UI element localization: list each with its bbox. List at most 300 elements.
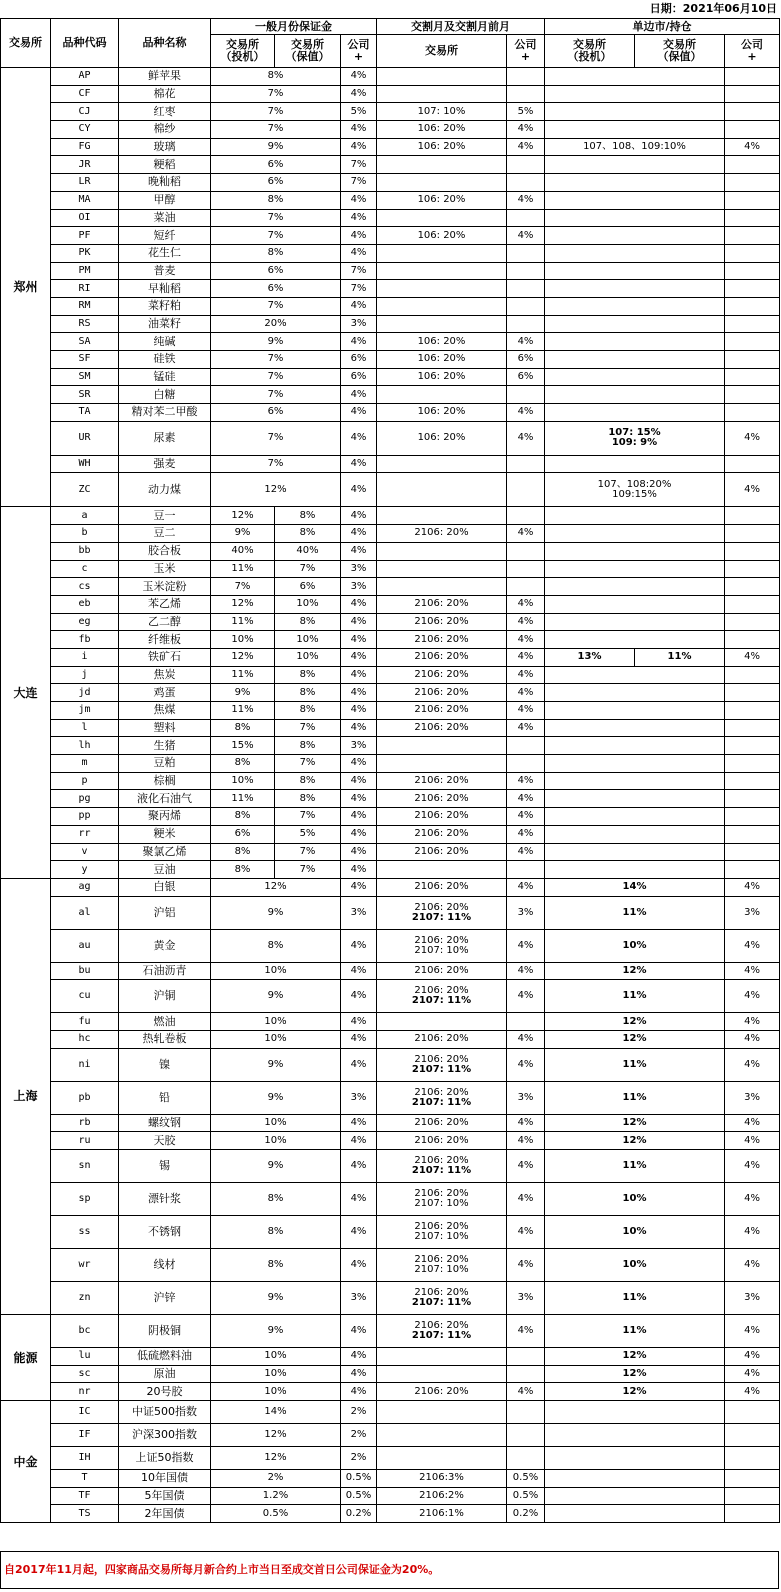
single-company-cell: 4% [725,1114,780,1132]
general-hedge-cell: 6% [275,578,341,596]
single-side-cell [545,156,725,174]
code-cell: FG [51,138,119,156]
table-row [1,351,780,369]
table-row [1,962,780,980]
name-cell: 聚氯乙烯 [119,843,211,861]
general-margin-cell: 12% [211,473,341,507]
single-side-cell: 11% [545,1048,725,1081]
delivery-company-cell: 4% [507,138,545,156]
general-margin-cell: 6% [211,262,341,280]
name-cell: 粳米 [119,825,211,843]
name-cell: 2年国债 [119,1505,211,1523]
delivery-company-cell: 6% [507,351,545,369]
table-row [1,843,780,861]
name-cell: 天胶 [119,1132,211,1150]
delivery-exchange-cell [377,68,507,86]
name-cell: 沪铜 [119,980,211,1013]
general-margin-cell: 9% [211,1282,341,1315]
delivery-exchange-cell: 2106: 20% [377,684,507,702]
general-company-cell: 3% [341,737,377,755]
general-company-cell: 5% [341,103,377,121]
general-speculation-cell: 8% [211,861,275,879]
general-speculation-cell: 6% [211,825,275,843]
table-row [1,1132,780,1150]
delivery-company-cell [507,85,545,103]
delivery-company-cell [507,455,545,473]
code-cell: fb [51,631,119,649]
delivery-company-cell [507,1447,545,1470]
general-company-cell: 4% [341,790,377,808]
single-company-cell [725,578,780,596]
delivery-exchange-cell: 2106: 20% [377,702,507,720]
cell-line: 107、108:20% [597,478,672,490]
code-cell: T [51,1470,119,1488]
code-cell: rr [51,825,119,843]
delivery-company-cell [507,1365,545,1383]
delivery-exchange-cell [377,244,507,262]
single-side-cell [545,262,725,280]
table-row [1,507,780,525]
general-company-cell: 4% [341,719,377,737]
single-company-cell [725,156,780,174]
general-speculation-cell: 11% [211,560,275,578]
single-company-cell [725,297,780,315]
general-company-cell: 2% [341,1424,377,1447]
name-cell: 棕榈 [119,772,211,790]
general-company-cell: 4% [341,962,377,980]
single-side-cell [545,1401,725,1424]
general-hedge-cell: 10% [275,631,341,649]
table-row [1,929,780,962]
code-cell: nr [51,1383,119,1401]
single-side-cell: 11% [545,1150,725,1183]
general-margin-cell: 10% [211,1132,341,1150]
general-margin-cell: 10% [211,1383,341,1401]
general-company-cell: 7% [341,156,377,174]
delivery-exchange-cell: 2106: 20% [377,808,507,826]
general-company-cell: 4% [341,68,377,86]
single-side-cell: 12% [545,1132,725,1150]
exchange-cell: 大连 [1,507,51,878]
code-cell: ni [51,1048,119,1081]
delivery-company-cell [507,1401,545,1424]
name-cell: 豆粕 [119,755,211,773]
general-hedge-cell: 8% [275,684,341,702]
table-row [1,1383,780,1401]
general-margin-cell: 14% [211,1401,341,1424]
header-general-margin: 一般月份保证金 [211,19,377,35]
table-row [1,244,780,262]
single-company-cell [725,507,780,525]
single-company-cell [725,560,780,578]
single-company-cell: 4% [725,421,780,455]
delivery-company-cell [507,473,545,507]
delivery-company-cell [507,280,545,298]
general-margin-cell: 9% [211,1048,341,1081]
general-margin-cell: 10% [211,1365,341,1383]
code-cell: eg [51,613,119,631]
single-company-cell: 3% [725,1282,780,1315]
general-company-cell: 2% [341,1447,377,1470]
exchange-cell: 郑州 [1,68,51,507]
delivery-exchange-cell: 106: 20% [377,191,507,209]
name-cell: 动力煤 [119,473,211,507]
table-row [1,280,780,298]
general-company-cell: 7% [341,280,377,298]
name-cell: 锡 [119,1150,211,1183]
delivery-exchange-cell [377,315,507,333]
general-speculation-cell: 11% [211,702,275,720]
general-company-cell: 4% [341,297,377,315]
single-side-cell [545,790,725,808]
table-row [1,1013,780,1031]
name-cell: 豆二 [119,525,211,543]
delivery-company-cell: 3% [507,1081,545,1114]
single-company-cell [725,861,780,879]
general-company-cell: 0.2% [341,1505,377,1523]
delivery-company-cell: 4% [507,962,545,980]
single-company-cell [725,209,780,227]
single-side-cell: 11% [545,1282,725,1315]
general-company-cell: 4% [341,684,377,702]
delivery-exchange-cell: 2106: 20% [377,843,507,861]
delivery-exchange-cell: 106: 20% [377,404,507,422]
single-company-cell: 4% [725,962,780,980]
general-speculation-cell: 12% [211,595,275,613]
delivery-company-cell: 4% [507,1048,545,1081]
name-cell: 精对苯二甲酸 [119,404,211,422]
delivery-exchange-cell [377,473,507,507]
delivery-exchange-cell [377,1447,507,1470]
code-cell: SR [51,386,119,404]
name-cell: 晚籼稻 [119,174,211,192]
delivery-exchange-cell [377,755,507,773]
general-hedge-cell: 8% [275,666,341,684]
code-cell: RS [51,315,119,333]
delivery-exchange-cell [377,156,507,174]
general-margin-cell: 8% [211,1249,341,1282]
delivery-exchange-cell: 2106: 20% [377,1030,507,1048]
general-hedge-cell: 40% [275,542,341,560]
delivery-exchange-cell: 2106: 20% [377,1132,507,1150]
general-company-cell: 4% [341,1383,377,1401]
table-row [1,1150,780,1183]
delivery-company-cell: 4% [507,191,545,209]
general-company-cell: 4% [341,980,377,1013]
delivery-company-cell: 4% [507,772,545,790]
general-company-cell: 7% [341,174,377,192]
single-company-cell [725,825,780,843]
delivery-exchange-cell: 2106:1% [377,1505,507,1523]
table-row [1,666,780,684]
delivery-company-cell: 4% [507,1249,545,1282]
single-side-cell: 12% [545,1383,725,1401]
single-side-cell [545,297,725,315]
table-row [1,702,780,720]
name-cell: 纤维板 [119,631,211,649]
general-company-cell: 0.5% [341,1487,377,1505]
code-cell: i [51,648,119,666]
general-margin-cell: 2% [211,1470,341,1488]
general-speculation-cell: 8% [211,755,275,773]
single-side-cell [545,68,725,86]
table-row [1,1114,780,1132]
cell-line: 2107: 11% [411,995,472,1007]
general-speculation-cell: 15% [211,737,275,755]
cell-line: 2107: 10% [414,944,469,956]
code-cell: zn [51,1282,119,1315]
delivery-exchange-cell: 106: 20% [377,333,507,351]
single-side-cell [545,209,725,227]
code-cell: wr [51,1249,119,1282]
single-side-cell: 14% [545,878,725,896]
name-cell: 玉米 [119,560,211,578]
code-cell: SM [51,368,119,386]
single-company-cell [725,1470,780,1488]
single-side-cell [545,525,725,543]
delivery-exchange-cell: 2106: 20% [377,772,507,790]
general-company-cell: 4% [341,227,377,245]
single-side-cell: 11% [545,896,725,929]
table-row [1,1505,780,1523]
general-speculation-cell: 7% [211,578,275,596]
cell-line: 2106: 20% [414,934,469,946]
delivery-company-cell: 4% [507,878,545,896]
single-side-cell [545,191,725,209]
general-margin-cell: 10% [211,962,341,980]
name-cell: 热轧卷板 [119,1030,211,1048]
code-cell: TF [51,1487,119,1505]
single-company-cell: 4% [725,1048,780,1081]
general-margin-cell: 7% [211,455,341,473]
single-side-cell [545,351,725,369]
delivery-company-cell: 0.5% [507,1470,545,1488]
general-company-cell: 4% [341,878,377,896]
single-side-cell [545,1487,725,1505]
code-cell: ag [51,878,119,896]
single-side-cell [545,1447,725,1470]
table-row [1,1216,780,1249]
general-hedge-cell: 8% [275,790,341,808]
general-company-cell: 4% [341,1365,377,1383]
delivery-company-cell [507,156,545,174]
table-row [1,68,780,86]
delivery-company-cell: 4% [507,333,545,351]
delivery-company-cell: 4% [507,1183,545,1216]
table-row [1,227,780,245]
single-company-cell [725,772,780,790]
name-cell: 鲜苹果 [119,68,211,86]
delivery-exchange-cell [377,1013,507,1031]
delivery-exchange-cell [377,297,507,315]
delivery-company-cell: 4% [507,719,545,737]
name-cell: 豆一 [119,507,211,525]
general-company-cell: 4% [341,1183,377,1216]
single-company-cell [725,315,780,333]
delivery-company-cell [507,315,545,333]
table-row [1,209,780,227]
delivery-company-cell [507,297,545,315]
code-cell: IC [51,1401,119,1424]
general-hedge-cell: 7% [275,861,341,879]
name-cell: 普麦 [119,262,211,280]
table-row [1,648,780,666]
general-company-cell: 4% [341,861,377,879]
name-cell: 玉米淀粉 [119,578,211,596]
single-side-cell: 11% [545,1315,725,1348]
general-company-cell: 4% [341,455,377,473]
single-side-cell [545,666,725,684]
general-company-cell: 4% [341,525,377,543]
cell-line: 2107: 11% [411,1063,472,1075]
general-margin-cell: 8% [211,68,341,86]
single-side-cell [545,421,725,455]
delivery-exchange-cell: 106: 20% [377,351,507,369]
code-cell: JR [51,156,119,174]
single-company-cell [725,386,780,404]
general-speculation-cell: 12% [211,507,275,525]
general-margin-cell: 7% [211,227,341,245]
general-company-cell: 4% [341,772,377,790]
single-side-cell [545,103,725,121]
single-company-cell [725,790,780,808]
general-speculation-cell: 8% [211,843,275,861]
name-cell: 聚丙烯 [119,808,211,826]
delivery-exchange-cell: 106: 20% [377,121,507,139]
delivery-company-cell: 4% [507,684,545,702]
name-cell: 石油沥青 [119,962,211,980]
general-company-cell: 4% [341,138,377,156]
name-cell: 塑料 [119,719,211,737]
name-cell: 不锈钢 [119,1216,211,1249]
general-hedge-cell: 8% [275,525,341,543]
single-company-cell [725,684,780,702]
single-company-cell [725,1401,780,1424]
single-company-cell: 4% [725,1249,780,1282]
general-company-cell: 3% [341,1081,377,1114]
general-hedge-cell: 10% [275,595,341,613]
delivery-company-cell [507,244,545,262]
name-cell: 豆油 [119,861,211,879]
code-cell: CY [51,121,119,139]
delivery-exchange-cell: 2106: 20% [377,666,507,684]
single-company-cell [725,666,780,684]
general-speculation-cell: 10% [211,631,275,649]
name-cell: 铁矿石 [119,648,211,666]
name-cell: 原油 [119,1365,211,1383]
single-side-cell [545,333,725,351]
name-cell: 菜籽粕 [119,297,211,315]
code-cell: sc [51,1365,119,1383]
single-company-cell [725,455,780,473]
cell-line: 2106: 20% [414,901,469,913]
single-company-cell: 4% [725,138,780,156]
delivery-exchange-cell [377,1282,507,1315]
single-company-cell [725,702,780,720]
general-speculation-cell: 8% [211,808,275,826]
table-row [1,755,780,773]
cell-line: 2107: 11% [411,911,472,923]
single-side-cell [545,404,725,422]
general-company-cell: 2% [341,1401,377,1424]
delivery-company-cell [507,755,545,773]
delivery-exchange-cell [377,174,507,192]
delivery-exchange-cell: 2106: 20% [377,825,507,843]
delivery-exchange-cell [377,1249,507,1282]
delivery-exchange-cell: 2106: 20% [377,790,507,808]
general-company-cell: 4% [341,929,377,962]
single-company-cell [725,755,780,773]
name-cell: 10年国债 [119,1470,211,1488]
general-margin-cell: 12% [211,878,341,896]
delivery-exchange-cell: 2106: 20% [377,719,507,737]
name-cell: 胶合板 [119,542,211,560]
single-company-cell: 4% [725,1348,780,1366]
general-company-cell: 3% [341,578,377,596]
single-side-cell [545,1470,725,1488]
delivery-company-cell [507,174,545,192]
code-cell: rb [51,1114,119,1132]
general-company-cell: 4% [341,1348,377,1366]
table-row [1,790,780,808]
general-hedge-cell: 8% [275,772,341,790]
table-row [1,1081,780,1114]
delivery-company-cell [507,1424,545,1447]
delivery-exchange-cell [377,861,507,879]
table-row [1,1447,780,1470]
table-row [1,525,780,543]
delivery-exchange-cell [377,896,507,929]
single-company-cell [725,631,780,649]
code-cell: eb [51,595,119,613]
general-company-cell: 4% [341,542,377,560]
header-delivery-company: 公司 + [507,35,545,68]
delivery-exchange-cell [377,1150,507,1183]
exchange-cell: 中金 [1,1401,51,1523]
table-row [1,138,780,156]
general-hedge-cell: 10% [275,648,341,666]
table-row [1,808,780,826]
exchange-cell: 能源 [1,1315,51,1401]
single-side-cell [545,542,725,560]
general-margin-cell: 8% [211,191,341,209]
single-side-cell [545,613,725,631]
name-cell: 沪锌 [119,1282,211,1315]
single-company-cell [725,1447,780,1470]
exchange-cell: 上海 [1,878,51,1314]
single-side-cell [545,595,725,613]
single-side-cell [545,755,725,773]
general-speculation-cell: 11% [211,613,275,631]
general-hedge-cell: 7% [275,808,341,826]
general-company-cell: 4% [341,843,377,861]
delivery-company-cell [507,861,545,879]
single-company-cell [725,103,780,121]
code-cell: lu [51,1348,119,1366]
delivery-company-cell: 4% [507,227,545,245]
delivery-company-cell: 4% [507,790,545,808]
delivery-company-cell: 5% [507,103,545,121]
cell-line: 109: 9% [611,437,658,449]
general-margin-cell: 10% [211,1114,341,1132]
general-company-cell: 4% [341,702,377,720]
code-cell: UR [51,421,119,455]
general-margin-cell: 8% [211,929,341,962]
delivery-exchange-cell: 106: 20% [377,227,507,245]
name-cell: 红枣 [119,103,211,121]
name-cell: 低硫燃料油 [119,1348,211,1366]
delivery-company-cell: 4% [507,404,545,422]
